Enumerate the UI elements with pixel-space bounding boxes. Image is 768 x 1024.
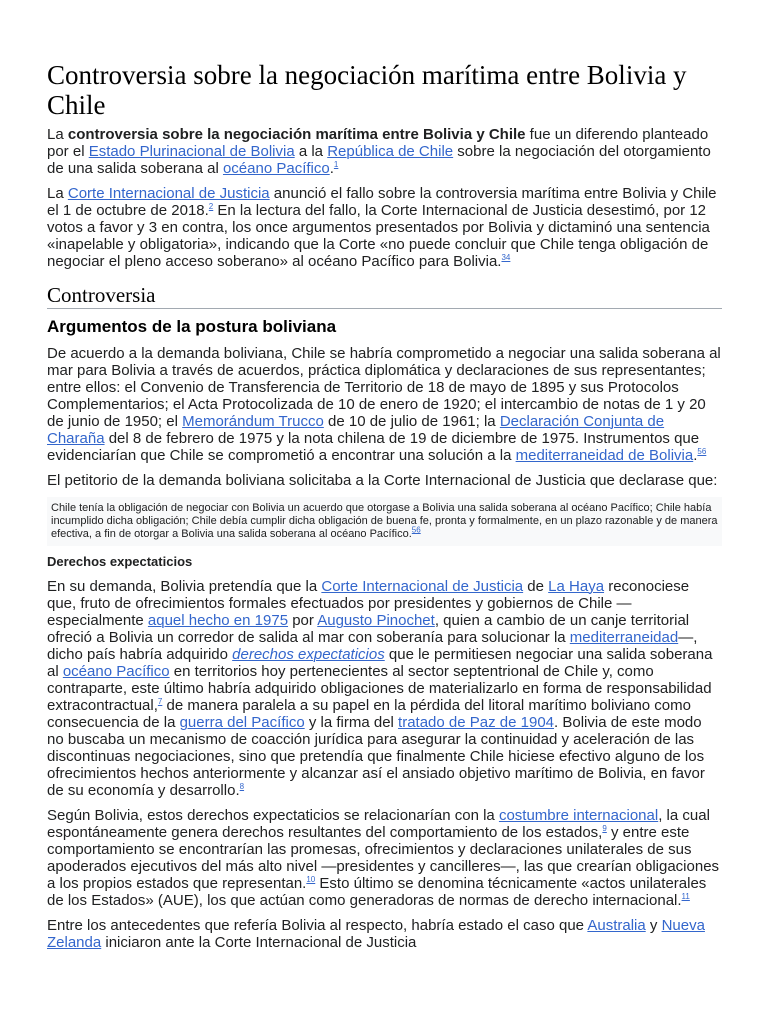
text: , quien a cambio de un canje territorial ofreció a Bolivia un corredor de salida al mar con soberanía para solucionar la — [47, 612, 690, 646]
subsection-heading: Argumentos de la postura boliviana — [47, 317, 337, 336]
link-nueva-zelanda[interactable]: Nueva Zelanda — [47, 917, 705, 951]
citation-link-9[interactable]: 9 — [602, 824, 607, 833]
text: Esto último se denomina técnicamente «actos unilaterales de los Estados» (AUE), los que actúan como generadoras de normas de derecho internacional. — [47, 875, 707, 909]
citation-link-11[interactable]: 11 — [681, 892, 690, 901]
link-augusto-pinochet[interactable]: Augusto Pinochet — [317, 612, 435, 629]
text: fue un diferendo planteado por el — [47, 126, 709, 160]
text: del 8 de febrero de 1975 y la nota chilena de 19 de diciembre de 1975. Instrumentos que evidenciarían que Chile se comprometió a encontrar una solución a la — [47, 430, 700, 464]
link-oceano-pacifico[interactable]: océano Pacífico — [222, 160, 330, 177]
section-paragraph-5 — [47, 917, 722, 951]
text: . Bolivia de este modo no buscaba un mecanismo de coacción jurídica para asegurar la continuidad y aceleración de las discontinuas negociaciones, sino que pretendía que finalmente Chile hiciese efectivo alguno de los ofrecimientos hechos anteriormente y alcanzar así el ansiado objetivo marítimo de Bolivia, en favor de su economía y desarrollo. — [47, 714, 705, 799]
link-estado-plurinacional-de-bolivia[interactable]: Estado Plurinacional de Bolivia — [88, 143, 295, 160]
citation-ref — [682, 892, 690, 901]
citation-ref — [412, 525, 421, 534]
text: en territorios hoy pertenecientes al sector septentrional de Chile y, como contraparte, este último habría adquirido obligaciones de materializarlo en forma de responsabilidad extracontractual, — [47, 663, 712, 714]
text: de — [523, 578, 549, 595]
section-paragraph-1 — [47, 345, 722, 464]
citation-link-2[interactable]: 2 — [208, 202, 214, 211]
text: . — [693, 447, 698, 464]
text: . — [329, 160, 334, 177]
text: iniciaron ante la Corte Internacional de Justicia — [101, 934, 417, 951]
citation-ref — [334, 160, 338, 169]
link-costumbre-internacional[interactable]: costumbre internacional — [498, 807, 659, 824]
citation-link-56[interactable]: 56 — [697, 447, 707, 456]
text: y entre este comportamiento se encontrarían las promesas, ofrecimientos y declaraciones unilaterales de sus apoderados ejecutivos del más alto nivel —presidentes y cancilleres—, las que crearían obligaciones a los propios estados que representan. — [47, 824, 720, 892]
text: reconociese que, fruto de ofrecimientos formales efectuados por presidentes y gobiernos de Chile — especialmente — [47, 578, 690, 629]
citation-ref — [306, 875, 315, 884]
text: En la lectura del fallo, la Corte Internacional de Justicia desestimó, por 12 votos a favor y 3 en contra, los once argumentos presentados por Bolivia y dictaminó una sentencia «inapelable y obligatoria», indicando que la Corte «no puede concluir que Chile tenga obligación de negociar el pleno acceso soberano» al océano Pacífico para Bolivia. — [47, 202, 710, 270]
link-oceano-pacifico[interactable]: océano Pacífico — [62, 663, 170, 680]
subsubsection-heading: Derechos expectaticios — [47, 554, 193, 569]
link-guerra-del-pacifico[interactable]: guerra del Pacífico — [179, 714, 305, 731]
text: De acuerdo a la demanda boliviana, Chile se habría comprometido a negociar una salida soberana al mar para Bolivia a través de acuerdos, práctica diplomática y declaraciones de sus representantes; entre ellos: el Convenio de Transferencia de Territorio de 18 de mayo de 1895 y sus Protocolos Complementarios; el Acta Protocolizada de 10 de enero de 1920; el intercambio de notas de 1 y 20 de junio de 1950; el — [47, 345, 721, 430]
citation-link-56[interactable]: 56 — [411, 525, 421, 535]
link-republica-de-chile[interactable]: República de Chile — [327, 143, 454, 160]
citation-ref — [240, 782, 244, 791]
section-heading: Controversia — [47, 283, 722, 309]
link-mediterraneidad-de-bolivia[interactable]: mediterraneidad de Bolivia — [515, 447, 694, 464]
link-memorandum-trucco[interactable]: Memorándum Trucco — [182, 413, 324, 430]
text: a la — [294, 143, 328, 160]
text: La — [47, 185, 68, 202]
text: , la cual espontáneamente genera derechos resultantes del comportamiento de los estados, — [47, 807, 710, 841]
text: y la firma del — [304, 714, 399, 731]
text: En su demanda, Bolivia pretendía que la — [47, 578, 322, 595]
text: de manera paralela a su papel en la pérdida del litoral marítimo boliviano como consecuencia de la — [47, 697, 691, 731]
text: anunció el fallo sobre la controversia marítima entre Bolivia y Chile el 1 de octubre de 2018. — [47, 185, 717, 219]
section-paragraph-3 — [47, 578, 722, 799]
link-derechos-expectaticios[interactable]: derechos expectaticios — [232, 646, 385, 663]
citation-link-1[interactable]: 1 — [333, 160, 339, 169]
citation-link-7[interactable]: 7 — [157, 697, 163, 706]
text: Según Bolivia, estos derechos expectaticios se relacionarían con la — [47, 807, 499, 824]
text: por — [288, 612, 318, 629]
link-tratado-de-paz-de-1904[interactable]: tratado de Paz de 1904 — [398, 714, 555, 731]
link-mediterraneidad[interactable]: mediterraneidad — [569, 629, 679, 646]
link-corte-internacional-de-justicia[interactable]: Corte Internacional de Justicia — [321, 578, 524, 595]
text: sobre la negociación del otorgamiento de una salida soberana al — [47, 143, 711, 177]
link-aquel-hecho-en-1975[interactable]: aquel hecho en 1975 — [147, 612, 289, 629]
quote-text: Chile tenía la obligación de negociar con Bolivia un acuerdo que otorgase a Bolivia una salida soberana al océano Pacífico; Chile había incumplido dicha obligación; Chile debía cumplir dicha obligación de buena fe, pronta y formalmente, en un plazo razonable y de manera efectiva, a fin de otorgar a Bolivia una salida soberana al océano Pacífico. — [51, 502, 718, 540]
text: —, dicho país habría adquirido — [47, 629, 698, 663]
bold-term: controversia sobre la negociación marítima entre Bolivia y Chile — [67, 126, 526, 143]
link-corte-internacional-de-justicia[interactable]: Corte Internacional de Justicia — [67, 185, 270, 202]
section-paragraph-4 — [47, 807, 722, 909]
citation-link-8[interactable]: 8 — [239, 782, 245, 791]
section-paragraph-2: El petitorio de la demanda boliviana solicitaba a la Corte Internacional de Justicia que declarase que: — [47, 472, 718, 489]
text: que le permitiesen negociar una salida soberana al — [47, 646, 713, 680]
citation-link-34[interactable]: 34 — [501, 253, 511, 262]
intro-paragraph-1 — [47, 126, 722, 177]
text: y — [645, 917, 662, 934]
intro-paragraph-2 — [47, 185, 722, 270]
text: Entre los antecedentes que refería Bolivia al respecto, habría estado el caso que — [47, 917, 588, 934]
text: de 10 de julio de 1961; la — [323, 413, 500, 430]
page-title: Controversia sobre la negociación marítima entre Bolivia y Chile — [47, 60, 687, 120]
citation-ref — [501, 253, 510, 262]
link-australia[interactable]: Australia — [587, 917, 646, 934]
citation-ref — [697, 447, 706, 456]
petition-quote — [47, 497, 722, 546]
link-declaracion-conjunta-de-charana[interactable]: Declaración Conjunta de Charaña — [47, 413, 665, 447]
citation-link-10[interactable]: 10 — [306, 875, 316, 884]
link-la-haya[interactable]: La Haya — [548, 578, 605, 595]
text: La — [47, 126, 68, 143]
